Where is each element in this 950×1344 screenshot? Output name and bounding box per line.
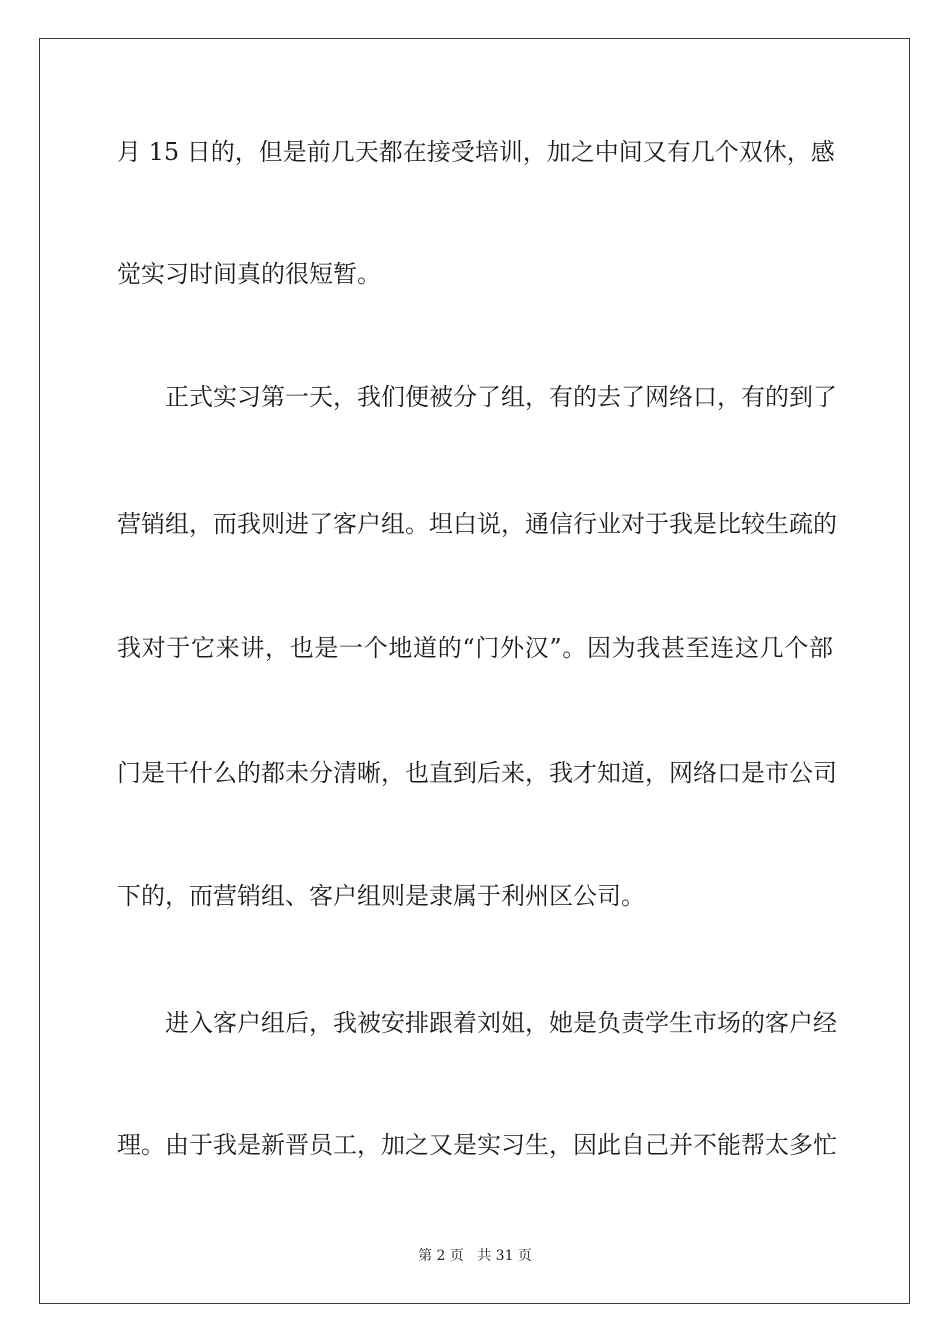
body-text-line: 营销组，而我则进了客户组。坦白说，通信行业对于我是比较生疏的 bbox=[117, 510, 837, 538]
body-text-line: 正式实习第一天，我们便被分了组，有的去了网络口，有的到了 bbox=[165, 383, 837, 411]
body-text-line: 门是干什么的都未分清晰，也直到后来，我才知道，网络口是市公司 bbox=[117, 759, 837, 787]
body-text-line: 觉实习时间真的很短暂。 bbox=[117, 260, 381, 288]
body-text-line: 理。由于我是新晋员工，加之又是实习生，因此自己并不能帮太多忙 bbox=[117, 1131, 837, 1159]
body-text-line: 下的，而营销组、客户组则是隶属于利州区公司。 bbox=[117, 882, 645, 910]
body-text-line: 进入客户组后，我被安排跟着刘姐，她是负责学生市场的客户经 bbox=[165, 1009, 837, 1037]
body-text-line: 我对于它来讲，也是一个地道的“门外汉”。因为我甚至连这几个部 bbox=[117, 634, 833, 662]
page-number-footer: 第 2 页 共 31 页 bbox=[418, 1248, 532, 1264]
page-border bbox=[39, 38, 910, 1304]
body-text-line: 月 15 日的，但是前几天都在接受培训，加之中间又有几个双休，感 bbox=[117, 138, 835, 166]
